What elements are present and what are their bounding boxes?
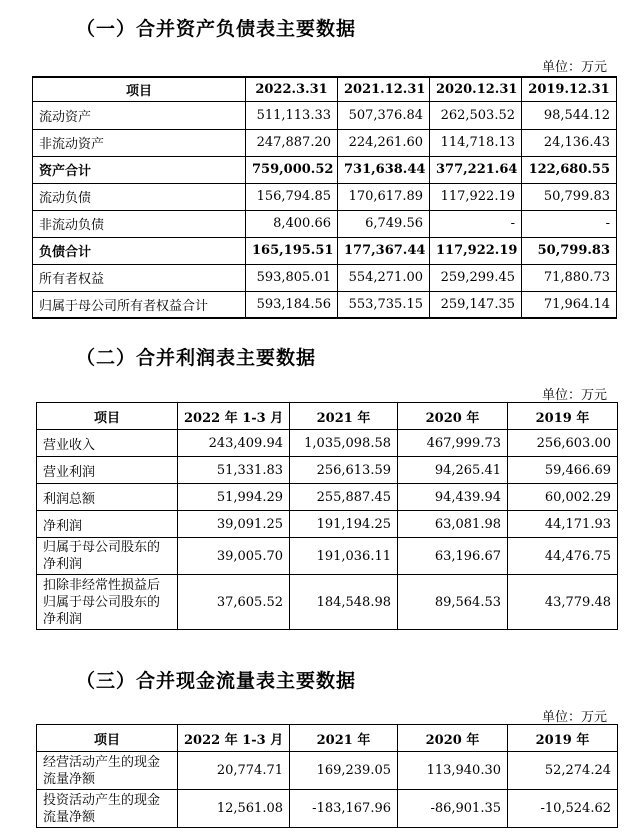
cell-value: 170,617.89 [338, 183, 430, 210]
header-cell: 2019 年 [508, 403, 618, 430]
cell-value: 256,613.59 [290, 457, 398, 484]
header-cell: 2022 年 1-3 月 [178, 403, 290, 430]
cell-value: 467,999.73 [398, 430, 508, 457]
cell-value: 117,922.19 [430, 237, 522, 264]
cell-value: 259,147.35 [430, 291, 522, 318]
cell-value: -86,901.35 [398, 790, 508, 828]
cell-value: 98,544.12 [522, 101, 617, 129]
cell-value: 117,922.19 [430, 183, 522, 210]
table-row [33, 210, 617, 237]
table-row [37, 430, 618, 457]
row-label: 所有者权益 [33, 264, 246, 291]
section1-unit: 单位：万元 [541, 60, 607, 75]
cell-value: 156,794.85 [246, 183, 338, 210]
cell-value: 51,994.29 [178, 484, 290, 511]
cell-value: 50,799.83 [522, 237, 617, 264]
row-label: 流动资产 [33, 101, 246, 129]
cell-value: 177,367.44 [338, 237, 430, 264]
table-header-row [37, 403, 618, 430]
row-label: 经营活动产生的现金流量净额 [37, 752, 178, 790]
header-cell: 2021 年 [290, 403, 398, 430]
cell-value: 24,136.43 [522, 129, 617, 156]
header-cell: 2022 年 1-3 月 [178, 725, 290, 752]
row-label: 扣除非经常性损益后归属于母公司股东的净利润 [37, 575, 178, 630]
header-cell: 2020 年 [398, 403, 508, 430]
cell-value: 262,503.52 [430, 101, 522, 129]
cell-value: 94,439.94 [398, 484, 508, 511]
balance-sheet-table [32, 76, 617, 319]
cell-value: 259,299.45 [430, 264, 522, 291]
table-row [33, 156, 617, 183]
cell-value: 59,466.69 [508, 457, 618, 484]
cell-value: 12,561.08 [178, 790, 290, 828]
cell-value: - [430, 210, 522, 237]
row-label: 投资活动产生的现金流量净额 [37, 790, 178, 828]
cell-value: 50,799.83 [522, 183, 617, 210]
cash-flow-table [36, 724, 618, 828]
table-row [37, 752, 618, 790]
cell-value: 39,005.70 [178, 538, 290, 575]
table-row [33, 291, 617, 318]
header-cell: 项目 [37, 403, 178, 430]
table-row [33, 183, 617, 210]
table-row [37, 575, 618, 630]
cell-value: 6,749.56 [338, 210, 430, 237]
cell-value: 94,265.41 [398, 457, 508, 484]
row-label: 非流动资产 [33, 129, 246, 156]
section2-title: （二）合并利润表主要数据 [76, 347, 317, 369]
header-cell: 项目 [37, 725, 178, 752]
cell-value: 52,274.24 [508, 752, 618, 790]
cell-value: 224,261.60 [338, 129, 430, 156]
cell-value: 507,376.84 [338, 101, 430, 129]
cell-value: 8,400.66 [246, 210, 338, 237]
section3-title: （三）合并现金流量表主要数据 [76, 670, 357, 692]
cell-value: 759,000.52 [246, 156, 338, 183]
cell-value: 71,964.14 [522, 291, 617, 318]
table-row [37, 457, 618, 484]
cell-value: 122,680.55 [522, 156, 617, 183]
cell-value: 63,081.98 [398, 511, 508, 538]
cell-value: - [522, 210, 617, 237]
cell-value: 184,548.98 [290, 575, 398, 630]
cell-value: 243,409.94 [178, 430, 290, 457]
cell-value: 169,239.05 [290, 752, 398, 790]
cell-value: 554,271.00 [338, 264, 430, 291]
header-cell: 2022.3.31 [246, 77, 338, 101]
table-row [37, 484, 618, 511]
header-cell: 2019.12.31 [522, 77, 617, 101]
row-label: 归属于母公司所有者权益合计 [33, 291, 246, 318]
table-row [33, 264, 617, 291]
row-label: 非流动负债 [33, 210, 246, 237]
cell-value: 20,774.71 [178, 752, 290, 790]
table-row [37, 511, 618, 538]
cell-value: 113,940.30 [398, 752, 508, 790]
table-row [37, 538, 618, 575]
header-cell: 2020.12.31 [430, 77, 522, 101]
cell-value: 511,113.33 [246, 101, 338, 129]
table-header-row [37, 725, 618, 752]
cell-value: 191,194.25 [290, 511, 398, 538]
table-row [33, 237, 617, 264]
section2-unit: 单位：万元 [541, 388, 607, 403]
table-row [33, 101, 617, 129]
cell-value: 44,476.75 [508, 538, 618, 575]
table-header-row [33, 77, 617, 101]
cell-value: 114,718.13 [430, 129, 522, 156]
cell-value: 37,605.52 [178, 575, 290, 630]
cell-value: 165,195.51 [246, 237, 338, 264]
section3-unit: 单位：万元 [541, 710, 607, 725]
header-cell: 2019 年 [508, 725, 618, 752]
row-label: 营业利润 [37, 457, 178, 484]
cell-value: -183,167.96 [290, 790, 398, 828]
cell-value: 593,805.01 [246, 264, 338, 291]
cell-value: 377,221.64 [430, 156, 522, 183]
header-cell: 2021 年 [290, 725, 398, 752]
cell-value: -10,524.62 [508, 790, 618, 828]
cell-value: 44,171.93 [508, 511, 618, 538]
cell-value: 43,779.48 [508, 575, 618, 630]
table-row [37, 790, 618, 828]
row-label: 归属于母公司股东的净利润 [37, 538, 178, 575]
cell-value: 89,564.53 [398, 575, 508, 630]
header-cell: 2021.12.31 [338, 77, 430, 101]
cell-value: 553,735.15 [338, 291, 430, 318]
row-label: 负债合计 [33, 237, 246, 264]
cell-value: 60,002.29 [508, 484, 618, 511]
cell-value: 51,331.83 [178, 457, 290, 484]
income-statement-table [36, 402, 618, 630]
cell-value: 255,887.45 [290, 484, 398, 511]
cell-value: 256,603.00 [508, 430, 618, 457]
row-label: 流动负债 [33, 183, 246, 210]
header-cell: 项目 [33, 77, 246, 101]
table-row [33, 129, 617, 156]
cell-value: 247,887.20 [246, 129, 338, 156]
cell-value: 39,091.25 [178, 511, 290, 538]
row-label: 营业收入 [37, 430, 178, 457]
cell-value: 593,184.56 [246, 291, 338, 318]
header-cell: 2020 年 [398, 725, 508, 752]
cell-value: 63,196.67 [398, 538, 508, 575]
row-label: 利润总额 [37, 484, 178, 511]
row-label: 资产合计 [33, 156, 246, 183]
cell-value: 731,638.44 [338, 156, 430, 183]
row-label: 净利润 [37, 511, 178, 538]
section1-title: （一）合并资产负债表主要数据 [76, 18, 357, 40]
cell-value: 1,035,098.58 [290, 430, 398, 457]
cell-value: 71,880.73 [522, 264, 617, 291]
cell-value: 191,036.11 [290, 538, 398, 575]
